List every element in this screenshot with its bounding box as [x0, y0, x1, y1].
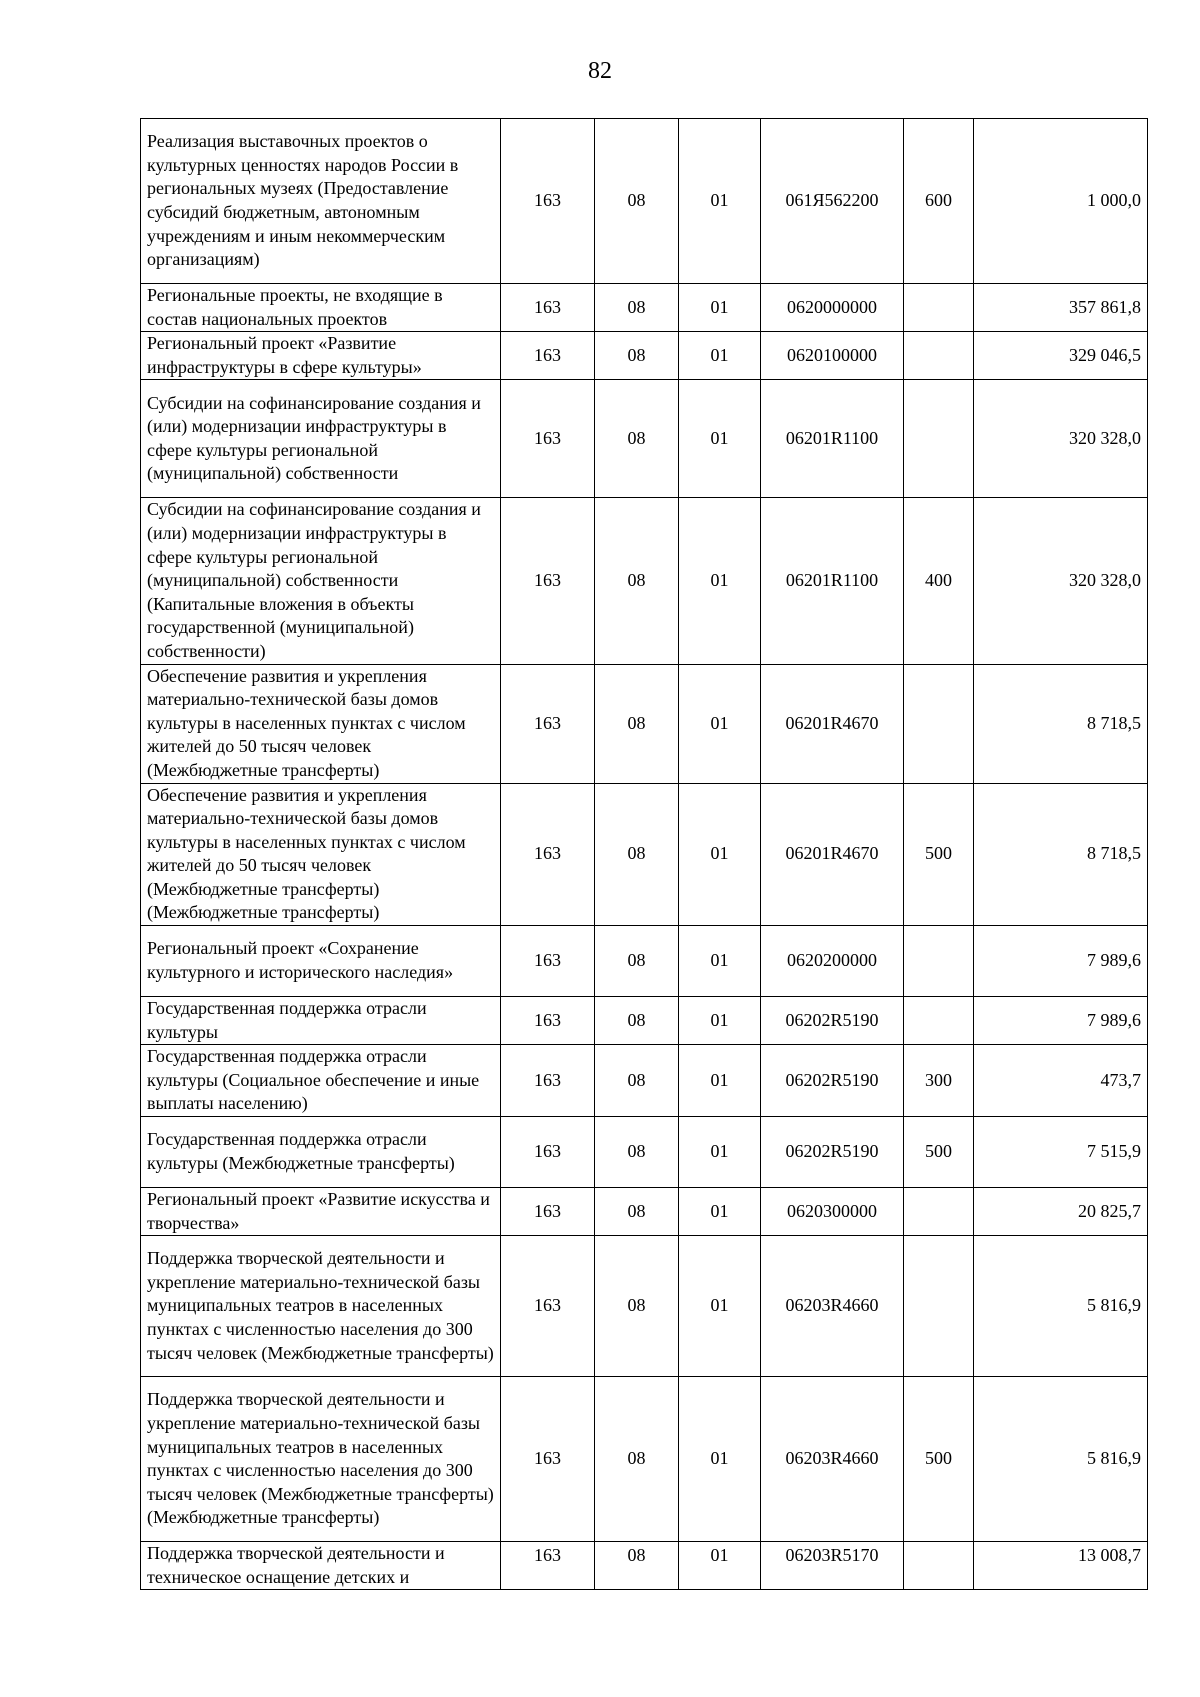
row-name: Субсидии на софинансирование создания и (или) модернизации инфраструктуры в сфере культуры региональной (муниципальной) собственности (Капитальные вложения в объекты государственной (муниципальной) собственности) — [141, 498, 501, 664]
cell-target-article: 06201R4670 — [761, 664, 904, 783]
table-row — [141, 1377, 1148, 1542]
cell-subsection: 01 — [679, 1117, 761, 1188]
cell-amount: 7 515,9 — [974, 1117, 1148, 1188]
cell-target-article: 061Я562200 — [761, 119, 904, 284]
cell-amount: 7 989,6 — [974, 926, 1148, 997]
cell-target-article: 06202R5190 — [761, 1117, 904, 1188]
cell-subsection: 01 — [679, 1045, 761, 1117]
cell-target-article: 0620200000 — [761, 926, 904, 997]
cell-grbs: 163 — [501, 1377, 595, 1542]
row-name: Обеспечение развития и укрепления материально-технической базы домов культуры в населенных пунктах с числом жителей до 50 тысяч человек (Межбюджетные трансферты) (Межбюджетные трансферты) — [141, 783, 501, 926]
cell-amount: 320 328,0 — [974, 498, 1148, 664]
cell-target-article: 0620000000 — [761, 284, 904, 332]
cell-expense-type — [904, 1188, 974, 1236]
cell-subsection: 01 — [679, 1377, 761, 1542]
cell-grbs: 163 — [501, 1542, 595, 1590]
cell-expense-type — [904, 380, 974, 498]
cell-grbs: 163 — [501, 997, 595, 1045]
cell-subsection: 01 — [679, 1542, 761, 1590]
cell-target-article: 06202R5190 — [761, 1045, 904, 1117]
cell-subsection: 01 — [679, 1188, 761, 1236]
row-name: Региональные проекты, не входящие в состав национальных проектов — [141, 284, 501, 332]
cell-target-article: 06203R4660 — [761, 1377, 904, 1542]
table-row — [141, 119, 1148, 284]
row-name: Поддержка творческой деятельности и укрепление материально-технической базы муниципальных театров в населенных пунктах с численностью населения до 300 тысяч человек (Межбюджетные трансферты) — [141, 1236, 501, 1377]
table-row — [141, 926, 1148, 997]
row-name: Региональный проект «Развитие искусства и творчества» — [141, 1188, 501, 1236]
cell-expense-type — [904, 997, 974, 1045]
cell-grbs: 163 — [501, 1117, 595, 1188]
cell-amount: 1 000,0 — [974, 119, 1148, 284]
cell-section: 08 — [595, 664, 679, 783]
cell-expense-type: 400 — [904, 498, 974, 664]
cell-amount: 5 816,9 — [974, 1236, 1148, 1377]
cell-subsection: 01 — [679, 997, 761, 1045]
cell-grbs: 163 — [501, 664, 595, 783]
cell-amount: 329 046,5 — [974, 332, 1148, 380]
cell-expense-type — [904, 284, 974, 332]
cell-subsection: 01 — [679, 783, 761, 926]
cell-section: 08 — [595, 1542, 679, 1590]
cell-section: 08 — [595, 284, 679, 332]
cell-grbs: 163 — [501, 1045, 595, 1117]
cell-expense-type: 500 — [904, 1377, 974, 1542]
cell-grbs: 163 — [501, 119, 595, 284]
table-row — [141, 1188, 1148, 1236]
row-name: Региональный проект «Сохранение культурного и исторического наследия» — [141, 926, 501, 997]
cell-grbs: 163 — [501, 380, 595, 498]
cell-grbs: 163 — [501, 1236, 595, 1377]
cell-expense-type — [904, 926, 974, 997]
cell-section: 08 — [595, 1236, 679, 1377]
cell-section: 08 — [595, 380, 679, 498]
cell-grbs: 163 — [501, 783, 595, 926]
cell-section: 08 — [595, 119, 679, 284]
row-name: Государственная поддержка отрасли культуры (Межбюджетные трансферты) — [141, 1117, 501, 1188]
page-number: 82 — [588, 58, 612, 84]
cell-section: 08 — [595, 997, 679, 1045]
row-name: Поддержка творческой деятельности и техническое оснащение детских и — [141, 1542, 501, 1590]
cell-subsection: 01 — [679, 284, 761, 332]
cell-target-article: 06203R5170 — [761, 1542, 904, 1590]
cell-subsection: 01 — [679, 926, 761, 997]
row-name: Государственная поддержка отрасли культуры — [141, 997, 501, 1045]
table-row — [141, 1117, 1148, 1188]
table-row — [141, 664, 1148, 783]
cell-expense-type: 300 — [904, 1045, 974, 1117]
cell-amount: 5 816,9 — [974, 1377, 1148, 1542]
cell-subsection: 01 — [679, 498, 761, 664]
cell-section: 08 — [595, 498, 679, 664]
table-row — [141, 1045, 1148, 1117]
row-name: Реализация выставочных проектов о культурных ценностях народов России в региональных музеях (Предоставление субсидий бюджетным, автономным учреждениям и иным некоммерческим организациям) — [141, 119, 501, 284]
cell-grbs: 163 — [501, 1188, 595, 1236]
cell-subsection: 01 — [679, 119, 761, 284]
row-name: Государственная поддержка отрасли культуры (Социальное обеспечение и иные выплаты населению) — [141, 1045, 501, 1117]
cell-amount: 357 861,8 — [974, 284, 1148, 332]
row-name: Субсидии на софинансирование создания и (или) модернизации инфраструктуры в сфере культуры региональной (муниципальной) собственности — [141, 380, 501, 498]
cell-target-article: 0620100000 — [761, 332, 904, 380]
row-name: Поддержка творческой деятельности и укрепление материально-технической базы муниципальных театров в населенных пунктах с численностью населения до 300 тысяч человек (Межбюджетные трансферты) (Межбюджетные трансферты) — [141, 1377, 501, 1542]
table-row — [141, 332, 1148, 380]
cell-expense-type — [904, 1542, 974, 1590]
cell-amount: 8 718,5 — [974, 783, 1148, 926]
cell-subsection: 01 — [679, 332, 761, 380]
cell-amount: 473,7 — [974, 1045, 1148, 1117]
cell-target-article: 06201R4670 — [761, 783, 904, 926]
cell-expense-type: 600 — [904, 119, 974, 284]
cell-target-article: 06201R1100 — [761, 498, 904, 664]
cell-section: 08 — [595, 1117, 679, 1188]
cell-expense-type: 500 — [904, 1117, 974, 1188]
cell-amount: 13 008,7 — [974, 1542, 1148, 1590]
cell-target-article: 0620300000 — [761, 1188, 904, 1236]
cell-subsection: 01 — [679, 664, 761, 783]
table-row — [141, 1542, 1148, 1590]
row-name: Обеспечение развития и укрепления материально-технической базы домов культуры в населенных пунктах с числом жителей до 50 тысяч человек (Межбюджетные трансферты) — [141, 664, 501, 783]
budget-table — [140, 118, 1148, 1590]
cell-section: 08 — [595, 783, 679, 926]
cell-section: 08 — [595, 1188, 679, 1236]
cell-amount: 7 989,6 — [974, 997, 1148, 1045]
cell-section: 08 — [595, 1045, 679, 1117]
cell-grbs: 163 — [501, 284, 595, 332]
row-name: Региональный проект «Развитие инфраструктуры в сфере культуры» — [141, 332, 501, 380]
cell-expense-type — [904, 1236, 974, 1377]
table-row — [141, 1236, 1148, 1377]
cell-subsection: 01 — [679, 1236, 761, 1377]
cell-expense-type: 500 — [904, 783, 974, 926]
cell-grbs: 163 — [501, 498, 595, 664]
cell-section: 08 — [595, 1377, 679, 1542]
cell-expense-type — [904, 332, 974, 380]
cell-grbs: 163 — [501, 926, 595, 997]
table-row — [141, 997, 1148, 1045]
table-row — [141, 498, 1148, 664]
cell-section: 08 — [595, 332, 679, 380]
cell-section: 08 — [595, 926, 679, 997]
cell-amount: 8 718,5 — [974, 664, 1148, 783]
cell-amount: 320 328,0 — [974, 380, 1148, 498]
table-row — [141, 783, 1148, 926]
cell-target-article: 06202R5190 — [761, 997, 904, 1045]
table-row — [141, 284, 1148, 332]
cell-expense-type — [904, 664, 974, 783]
cell-amount: 20 825,7 — [974, 1188, 1148, 1236]
cell-target-article: 06201R1100 — [761, 380, 904, 498]
cell-target-article: 06203R4660 — [761, 1236, 904, 1377]
cell-grbs: 163 — [501, 332, 595, 380]
table-row — [141, 380, 1148, 498]
cell-subsection: 01 — [679, 380, 761, 498]
